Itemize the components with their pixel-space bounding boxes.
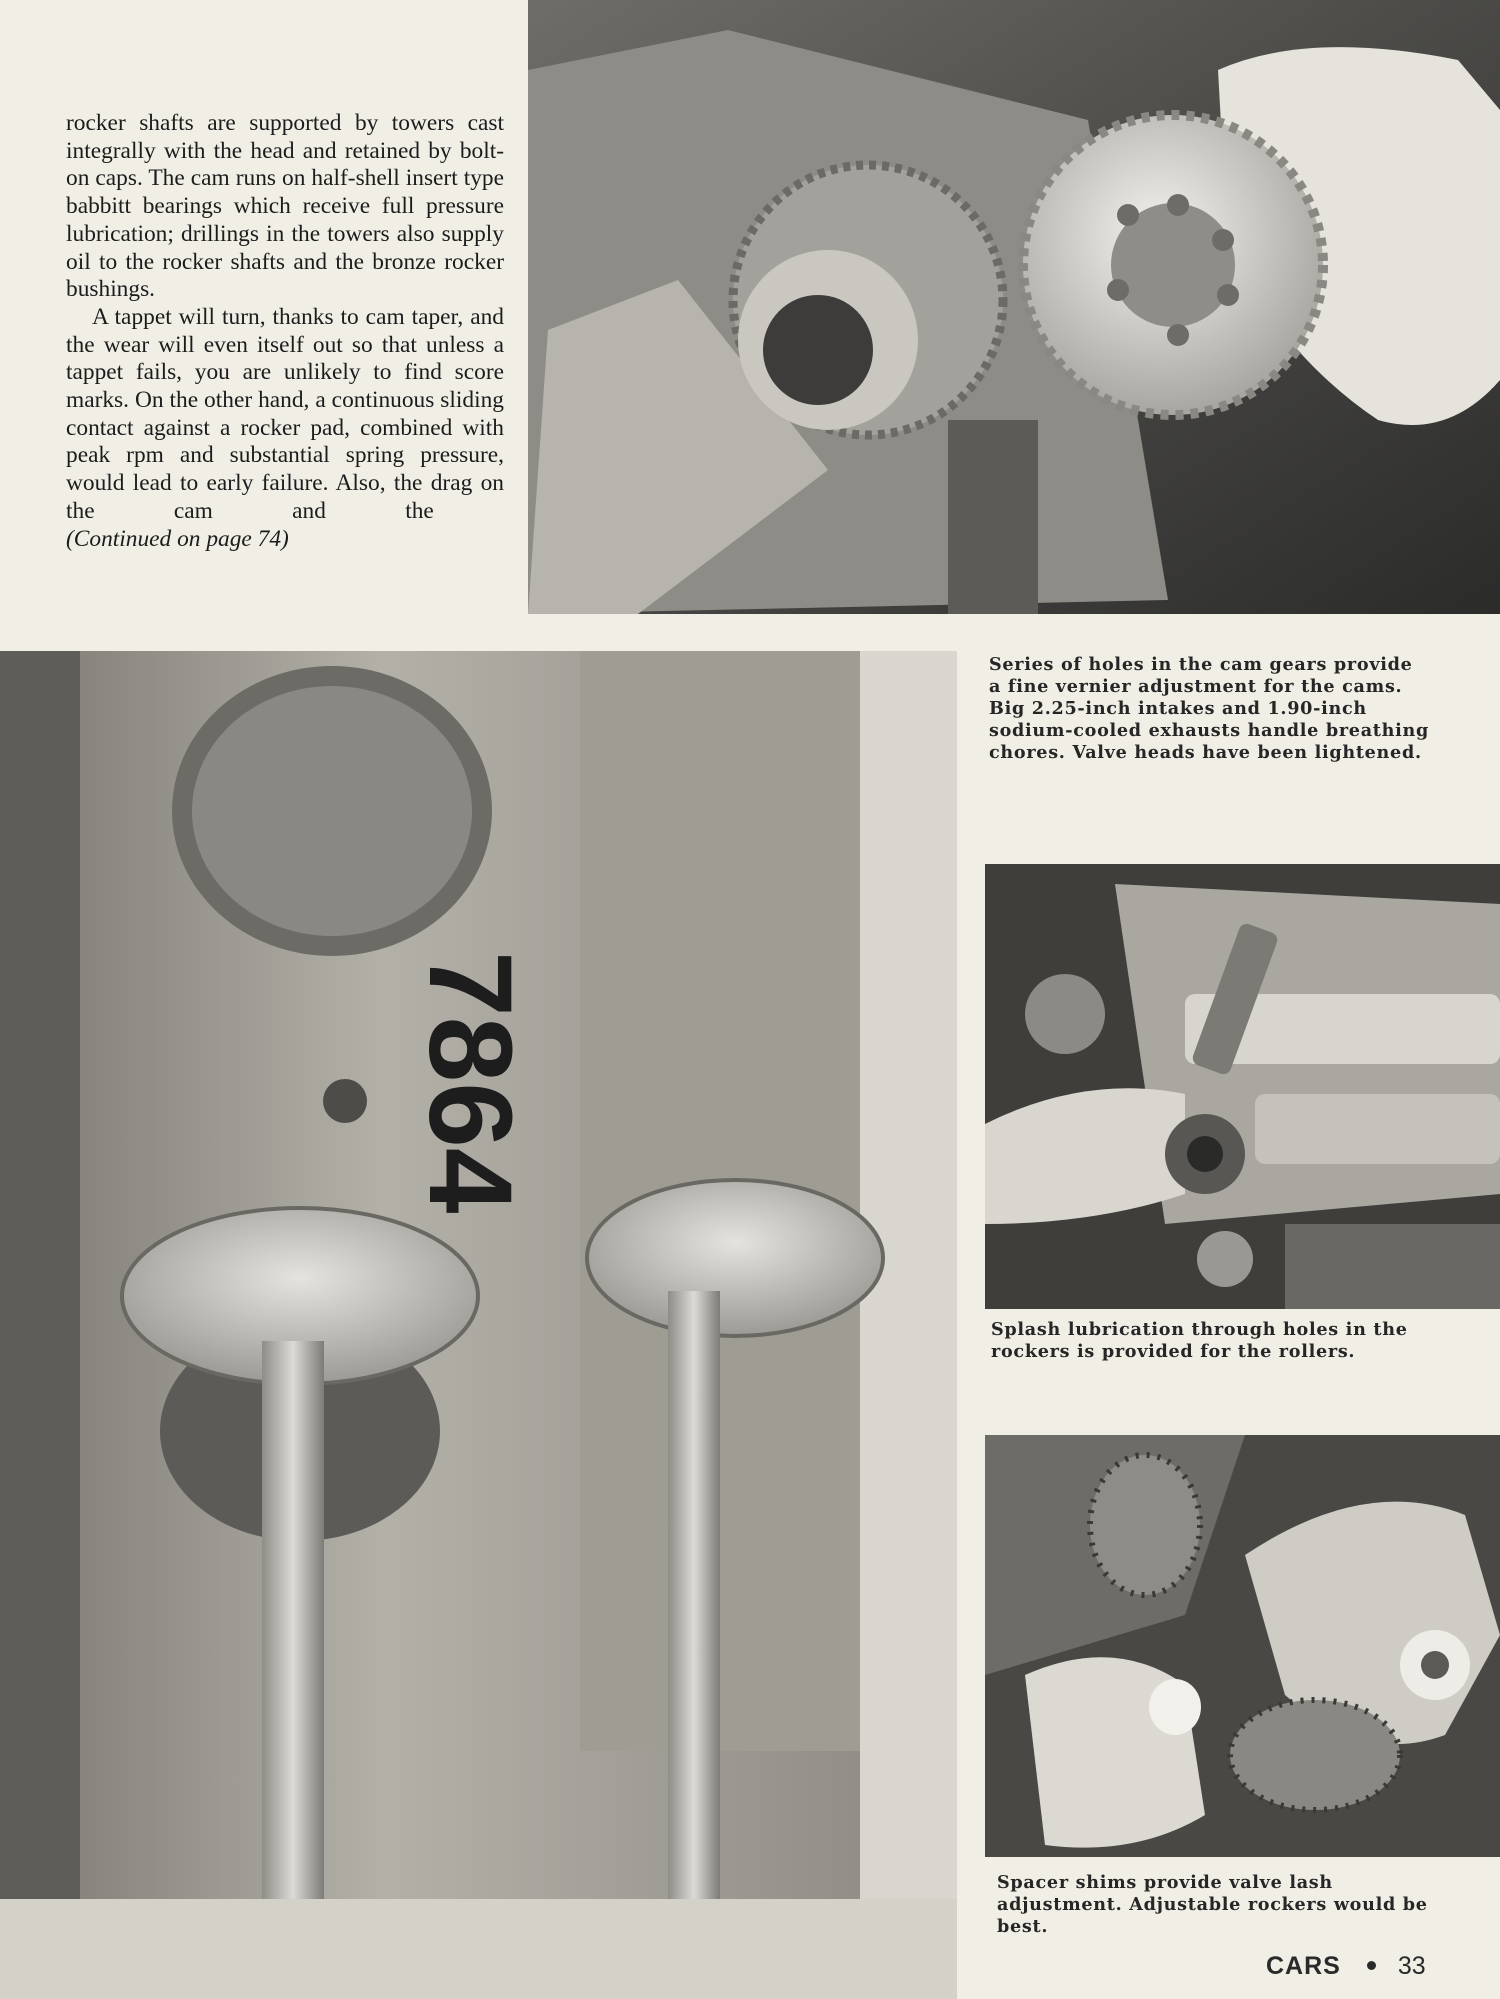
cam-gears-caption: Series of holes in the cam gears provide a fine vernier adjustment for the cams. Big 2.25-inch intakes and 1.90-inch sodium-cooled exhausts handle breathing chores. Valve heads have been lightened. — [989, 654, 1429, 763]
cylinder-head-valves-photo — [0, 651, 957, 1999]
spacer-shims-caption: Spacer shims provide valve lash adjustment. Adjustable rockers would be best. — [997, 1872, 1428, 1937]
rocker-lubrication-caption: Splash lubrication through holes in the rockers is provided for the rollers. — [991, 1319, 1408, 1362]
article-paragraph-2-text: A tappet will turn, thanks to cam taper, and the wear will even itself out so that unless a tappet fails, you are unlikely to find score marks. On the other hand, a continuous sliding contact against a rocker pad, combined with peak rpm and substantial spring pressure, would lead to early failure. Also, the drag on the cam and the — [66, 303, 504, 524]
head-marking-number: 7864 — [404, 951, 536, 1214]
spacer-shims-photo — [985, 1435, 1500, 1857]
article-paragraph-1: rocker shafts are supported by towers cast integrally with the head and retained by bolt-on caps. The cam runs on half-shell insert type babbitt bearings which receive full pressure lubrication; drillings in the towers also supply oil to the rocker shafts and the bronze rocker bushings. — [66, 110, 504, 303]
rocker-lubrication-photo — [985, 864, 1500, 1309]
article-paragraph-2 — [66, 304, 504, 553]
continued-notice: (Continued on page 74) — [66, 525, 289, 552]
bullet-icon — [1367, 1961, 1376, 1970]
article-body-text — [66, 110, 504, 553]
page-number: 33 — [1397, 1952, 1426, 1980]
cam-gear-photo — [528, 0, 1500, 614]
page-footer — [1266, 1952, 1426, 1981]
magazine-name: CARS — [1266, 1952, 1341, 1980]
